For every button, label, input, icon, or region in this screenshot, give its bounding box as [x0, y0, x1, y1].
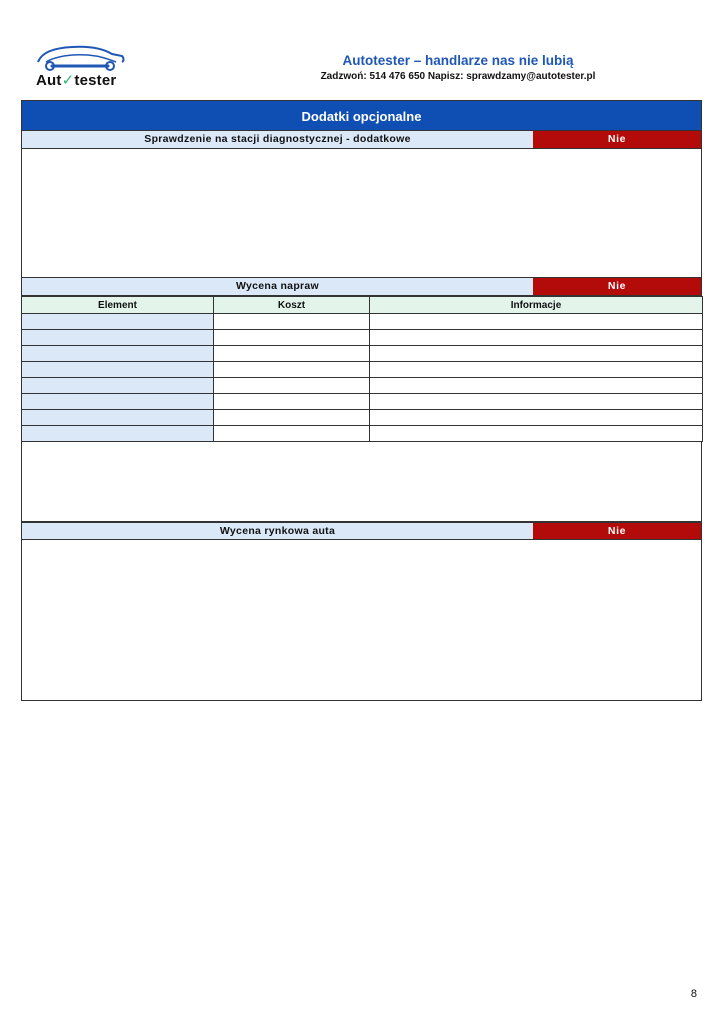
info-cell	[370, 330, 703, 346]
section-repair-valuation	[21, 278, 702, 296]
cost-cell	[214, 410, 370, 426]
element-cell	[22, 330, 214, 346]
table-row	[22, 394, 703, 410]
table-row	[22, 410, 703, 426]
table-header-row	[22, 297, 703, 314]
notes-area-market	[21, 540, 702, 701]
column-header-element: Element	[22, 297, 214, 314]
table-row	[22, 330, 703, 346]
info-cell	[370, 362, 703, 378]
optional-addons-form	[21, 100, 702, 701]
tagline: Autotester – handlarze nas nie lubią	[342, 53, 574, 68]
cost-cell	[214, 346, 370, 362]
section-label: Wycena rynkowa auta	[22, 523, 533, 539]
logo-text: Aut✓tester	[36, 72, 117, 89]
notes-area-diagnostic	[21, 149, 702, 278]
table-row	[22, 362, 703, 378]
info-cell	[370, 346, 703, 362]
status-badge: Nie	[533, 523, 701, 539]
info-cell	[370, 426, 703, 442]
section-diagnostic-station	[21, 131, 702, 149]
status-badge: Nie	[533, 131, 701, 148]
info-cell	[370, 314, 703, 330]
column-header-cost: Koszt	[214, 297, 370, 314]
element-cell	[22, 346, 214, 362]
status-badge: Nie	[533, 278, 701, 295]
page-number: 8	[690, 988, 697, 1000]
column-header-info: Informacje	[370, 297, 703, 314]
cost-cell	[214, 394, 370, 410]
cost-cell	[214, 362, 370, 378]
table-row	[22, 378, 703, 394]
notes-area-repairs	[21, 442, 702, 522]
repair-table	[21, 296, 703, 442]
element-cell	[22, 362, 214, 378]
contact-info: Zadzwoń: 514 476 650 Napisz: sprawdzamy@autotester.pl	[320, 71, 596, 82]
check-icon: ✓	[61, 72, 75, 89]
element-cell	[22, 394, 214, 410]
cost-cell	[214, 330, 370, 346]
cost-cell	[214, 378, 370, 394]
cost-cell	[214, 314, 370, 330]
info-cell	[370, 394, 703, 410]
section-banner: Dodatki opcjonalne	[21, 100, 702, 131]
table-row	[22, 426, 703, 442]
element-cell	[22, 426, 214, 442]
section-label: Sprawdzenie na stacji diagnostycznej - dodatkowe	[22, 131, 533, 148]
section-label: Wycena napraw	[22, 278, 533, 295]
element-cell	[22, 378, 214, 394]
info-cell	[370, 410, 703, 426]
info-cell	[370, 378, 703, 394]
section-market-valuation	[21, 522, 702, 540]
car-wrench-icon	[32, 40, 128, 72]
table-row	[22, 346, 703, 362]
element-cell	[22, 410, 214, 426]
table-row	[22, 314, 703, 330]
cost-cell	[214, 426, 370, 442]
element-cell	[22, 314, 214, 330]
autotester-logo	[32, 40, 128, 92]
